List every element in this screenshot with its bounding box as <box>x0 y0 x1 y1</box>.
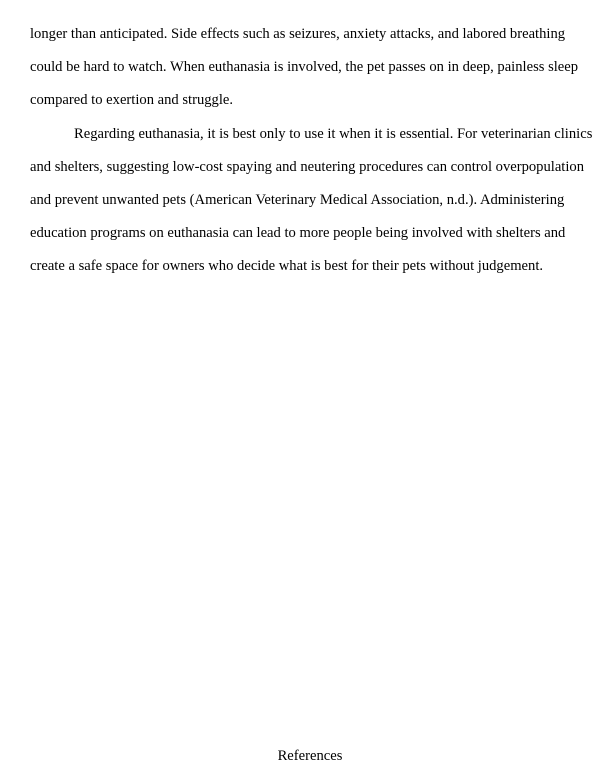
document-body <box>30 18 593 284</box>
paragraph-line: longer than anticipated. Side effects such as seizures, anxiety attacks, and labored breathing <box>30 26 566 42</box>
references-heading: References <box>277 748 343 764</box>
paragraph-line: and shelters, suggesting low-cost spaying and neutering procedures can control overpopulation <box>30 158 585 175</box>
paragraph-line: Regarding euthanasia, it is best only to use it when it is essential. For veterinarian clinics <box>74 125 593 142</box>
paragraph-line: create a safe space for owners who decide what is best for their pets without judgement. <box>30 258 544 275</box>
paragraph-line: education programs on euthanasia can lead to more people being involved with shelters and <box>30 225 566 242</box>
paragraph-line: could be hard to watch. When euthanasia is involved, the pet passes on in deep, painless sleep <box>30 59 579 76</box>
paragraph-line: and prevent unwanted pets (American Veterinary Medical Association, n.d.). Administering <box>30 192 565 209</box>
paragraph-line: compared to exertion and struggle. <box>30 92 234 109</box>
